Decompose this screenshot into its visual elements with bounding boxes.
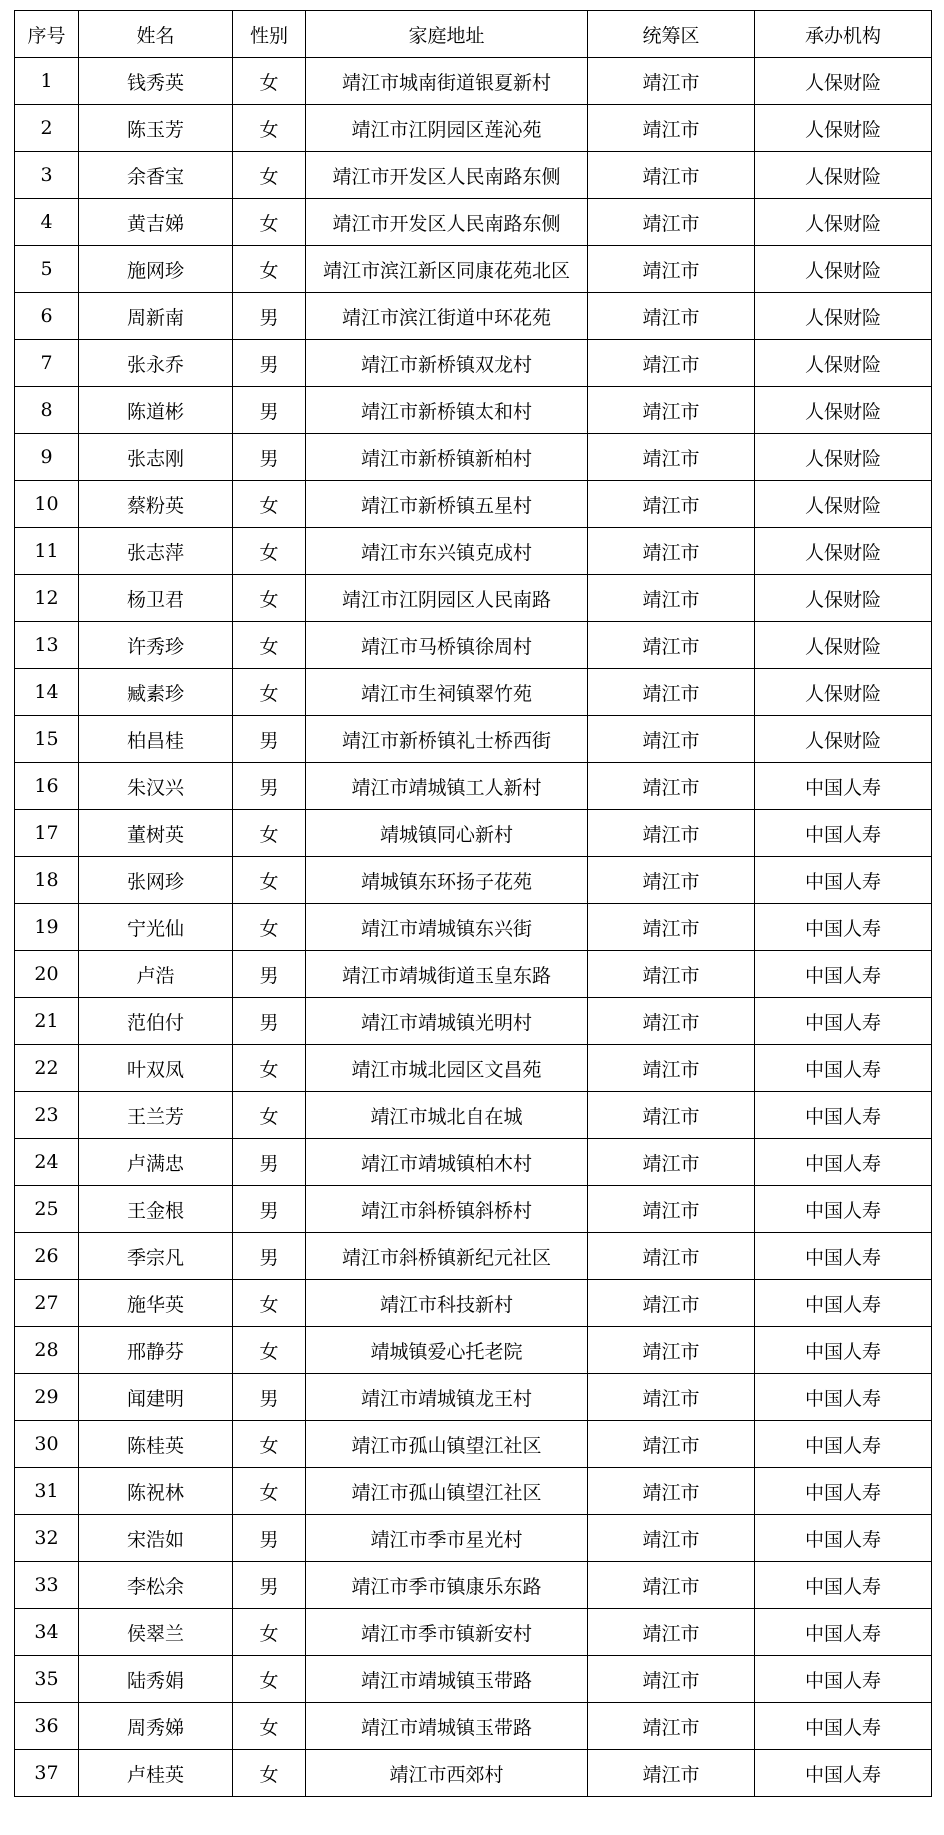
cell-gender: 男 — [233, 1186, 306, 1233]
cell-serial-number: 23 — [15, 1092, 79, 1139]
cell-serial-number: 13 — [15, 622, 79, 669]
cell-handling-institution: 中国人寿 — [755, 1562, 932, 1609]
table-row — [15, 669, 932, 716]
table-row — [15, 1421, 932, 1468]
cell-name: 卢满忠 — [79, 1139, 233, 1186]
cell-coordination-area: 靖江市 — [588, 622, 755, 669]
cell-name: 蔡粉英 — [79, 481, 233, 528]
cell-serial-number: 27 — [15, 1280, 79, 1327]
cell-handling-institution: 中国人寿 — [755, 1656, 932, 1703]
cell-serial-number: 8 — [15, 387, 79, 434]
table-row — [15, 1656, 932, 1703]
cell-coordination-area: 靖江市 — [588, 575, 755, 622]
cell-name: 张志刚 — [79, 434, 233, 481]
cell-name: 许秀珍 — [79, 622, 233, 669]
table-row — [15, 951, 932, 998]
table-row — [15, 434, 932, 481]
cell-serial-number: 20 — [15, 951, 79, 998]
cell-handling-institution: 人保财险 — [755, 622, 932, 669]
cell-handling-institution: 中国人寿 — [755, 857, 932, 904]
cell-home-address: 靖江市科技新村 — [306, 1280, 588, 1327]
cell-gender: 女 — [233, 246, 306, 293]
header-gender: 性别 — [233, 11, 306, 58]
table-row — [15, 340, 932, 387]
cell-home-address: 靖江市西郊村 — [306, 1750, 588, 1797]
table-row — [15, 1045, 932, 1092]
header-home-address: 家庭地址 — [306, 11, 588, 58]
cell-handling-institution: 人保财险 — [755, 199, 932, 246]
table-row — [15, 1562, 932, 1609]
cell-coordination-area: 靖江市 — [588, 1750, 755, 1797]
cell-serial-number: 36 — [15, 1703, 79, 1750]
cell-coordination-area: 靖江市 — [588, 951, 755, 998]
table-row — [15, 1233, 932, 1280]
cell-name: 陈祝林 — [79, 1468, 233, 1515]
table-row — [15, 481, 932, 528]
cell-gender: 女 — [233, 1421, 306, 1468]
cell-coordination-area: 靖江市 — [588, 857, 755, 904]
cell-name: 施华英 — [79, 1280, 233, 1327]
cell-handling-institution: 人保财险 — [755, 669, 932, 716]
cell-gender: 女 — [233, 199, 306, 246]
cell-home-address: 靖江市新桥镇双龙村 — [306, 340, 588, 387]
cell-home-address: 靖江市滨江街道中环花苑 — [306, 293, 588, 340]
cell-serial-number: 37 — [15, 1750, 79, 1797]
table-row — [15, 58, 932, 105]
cell-handling-institution: 人保财险 — [755, 293, 932, 340]
cell-handling-institution: 中国人寿 — [755, 1374, 932, 1421]
cell-name: 宁光仙 — [79, 904, 233, 951]
cell-gender: 女 — [233, 1327, 306, 1374]
cell-coordination-area: 靖江市 — [588, 998, 755, 1045]
cell-home-address: 靖江市江阴园区莲沁苑 — [306, 105, 588, 152]
cell-handling-institution: 中国人寿 — [755, 1468, 932, 1515]
cell-home-address: 靖江市孤山镇望江社区 — [306, 1421, 588, 1468]
cell-coordination-area: 靖江市 — [588, 716, 755, 763]
cell-gender: 女 — [233, 1609, 306, 1656]
cell-gender: 女 — [233, 810, 306, 857]
cell-handling-institution: 中国人寿 — [755, 1327, 932, 1374]
cell-name: 余香宝 — [79, 152, 233, 199]
cell-handling-institution: 中国人寿 — [755, 904, 932, 951]
cell-handling-institution: 中国人寿 — [755, 1045, 932, 1092]
cell-serial-number: 24 — [15, 1139, 79, 1186]
cell-name: 卢桂英 — [79, 1750, 233, 1797]
table-row — [15, 1092, 932, 1139]
cell-home-address: 靖江市滨江新区同康花苑北区 — [306, 246, 588, 293]
cell-name: 叶双凤 — [79, 1045, 233, 1092]
cell-home-address: 靖江市季市镇新安村 — [306, 1609, 588, 1656]
cell-gender: 女 — [233, 1092, 306, 1139]
cell-name: 陆秀娟 — [79, 1656, 233, 1703]
cell-gender: 女 — [233, 1045, 306, 1092]
cell-handling-institution: 中国人寿 — [755, 1515, 932, 1562]
cell-serial-number: 35 — [15, 1656, 79, 1703]
cell-handling-institution: 中国人寿 — [755, 1280, 932, 1327]
cell-gender: 男 — [233, 1139, 306, 1186]
header-coordination-area: 统筹区 — [588, 11, 755, 58]
cell-name: 臧素珍 — [79, 669, 233, 716]
cell-serial-number: 11 — [15, 528, 79, 575]
cell-home-address: 靖江市季市星光村 — [306, 1515, 588, 1562]
table-row — [15, 810, 932, 857]
cell-gender: 男 — [233, 434, 306, 481]
cell-handling-institution: 中国人寿 — [755, 1421, 932, 1468]
cell-name: 张志萍 — [79, 528, 233, 575]
cell-name: 杨卫君 — [79, 575, 233, 622]
cell-gender: 女 — [233, 904, 306, 951]
cell-home-address: 靖江市新桥镇新柏村 — [306, 434, 588, 481]
cell-handling-institution: 人保财险 — [755, 575, 932, 622]
cell-coordination-area: 靖江市 — [588, 1374, 755, 1421]
cell-name: 邢静芬 — [79, 1327, 233, 1374]
cell-home-address: 靖城镇东环扬子花苑 — [306, 857, 588, 904]
cell-coordination-area: 靖江市 — [588, 481, 755, 528]
cell-serial-number: 17 — [15, 810, 79, 857]
cell-handling-institution: 中国人寿 — [755, 763, 932, 810]
cell-serial-number: 5 — [15, 246, 79, 293]
cell-home-address: 靖江市江阴园区人民南路 — [306, 575, 588, 622]
cell-name: 陈玉芳 — [79, 105, 233, 152]
cell-serial-number: 33 — [15, 1562, 79, 1609]
cell-coordination-area: 靖江市 — [588, 669, 755, 716]
cell-gender: 女 — [233, 152, 306, 199]
cell-gender: 男 — [233, 387, 306, 434]
cell-home-address: 靖江市靖城镇东兴街 — [306, 904, 588, 951]
cell-home-address: 靖江市新桥镇五星村 — [306, 481, 588, 528]
table-header — [15, 11, 932, 58]
table-row — [15, 1280, 932, 1327]
cell-serial-number: 15 — [15, 716, 79, 763]
table-row — [15, 575, 932, 622]
cell-gender: 男 — [233, 763, 306, 810]
table-row — [15, 293, 932, 340]
cell-coordination-area: 靖江市 — [588, 1421, 755, 1468]
cell-handling-institution: 人保财险 — [755, 340, 932, 387]
cell-gender: 男 — [233, 951, 306, 998]
cell-serial-number: 26 — [15, 1233, 79, 1280]
cell-coordination-area: 靖江市 — [588, 904, 755, 951]
cell-coordination-area: 靖江市 — [588, 1515, 755, 1562]
table-row — [15, 1515, 932, 1562]
cell-home-address: 靖江市东兴镇克成村 — [306, 528, 588, 575]
cell-gender: 女 — [233, 1656, 306, 1703]
cell-handling-institution: 中国人寿 — [755, 810, 932, 857]
cell-home-address: 靖江市靖城镇柏木村 — [306, 1139, 588, 1186]
cell-serial-number: 4 — [15, 199, 79, 246]
cell-gender: 女 — [233, 1280, 306, 1327]
cell-gender: 女 — [233, 481, 306, 528]
cell-gender: 男 — [233, 340, 306, 387]
cell-coordination-area: 靖江市 — [588, 246, 755, 293]
cell-handling-institution: 人保财险 — [755, 481, 932, 528]
cell-handling-institution: 人保财险 — [755, 716, 932, 763]
cell-name: 闻建明 — [79, 1374, 233, 1421]
cell-serial-number: 14 — [15, 669, 79, 716]
cell-coordination-area: 靖江市 — [588, 810, 755, 857]
cell-name: 董树英 — [79, 810, 233, 857]
table-row — [15, 1139, 932, 1186]
cell-name: 卢浩 — [79, 951, 233, 998]
cell-handling-institution: 人保财险 — [755, 387, 932, 434]
cell-serial-number: 18 — [15, 857, 79, 904]
header-handling-institution: 承办机构 — [755, 11, 932, 58]
cell-home-address: 靖江市马桥镇徐周村 — [306, 622, 588, 669]
roster-table — [14, 10, 932, 1797]
cell-gender: 男 — [233, 1233, 306, 1280]
cell-serial-number: 2 — [15, 105, 79, 152]
cell-coordination-area: 靖江市 — [588, 1280, 755, 1327]
cell-serial-number: 29 — [15, 1374, 79, 1421]
cell-handling-institution: 中国人寿 — [755, 951, 932, 998]
cell-serial-number: 19 — [15, 904, 79, 951]
cell-home-address: 靖江市新桥镇太和村 — [306, 387, 588, 434]
table-row — [15, 1703, 932, 1750]
table-row — [15, 1468, 932, 1515]
header-name: 姓名 — [79, 11, 233, 58]
cell-serial-number: 9 — [15, 434, 79, 481]
cell-handling-institution: 人保财险 — [755, 434, 932, 481]
cell-serial-number: 32 — [15, 1515, 79, 1562]
cell-home-address: 靖江市城北园区文昌苑 — [306, 1045, 588, 1092]
cell-name: 侯翠兰 — [79, 1609, 233, 1656]
cell-coordination-area: 靖江市 — [588, 1092, 755, 1139]
cell-name: 李松余 — [79, 1562, 233, 1609]
cell-gender: 女 — [233, 528, 306, 575]
table-row — [15, 246, 932, 293]
cell-coordination-area: 靖江市 — [588, 152, 755, 199]
cell-home-address: 靖江市靖城镇玉带路 — [306, 1703, 588, 1750]
cell-name: 施网珍 — [79, 246, 233, 293]
cell-handling-institution: 中国人寿 — [755, 1092, 932, 1139]
table-row — [15, 152, 932, 199]
cell-handling-institution: 人保财险 — [755, 58, 932, 105]
cell-home-address: 靖城镇爱心托老院 — [306, 1327, 588, 1374]
cell-gender: 女 — [233, 1703, 306, 1750]
cell-coordination-area: 靖江市 — [588, 1468, 755, 1515]
cell-name: 王金根 — [79, 1186, 233, 1233]
cell-home-address: 靖江市生祠镇翠竹苑 — [306, 669, 588, 716]
cell-coordination-area: 靖江市 — [588, 1609, 755, 1656]
cell-coordination-area: 靖江市 — [588, 199, 755, 246]
cell-home-address: 靖江市靖城镇龙王村 — [306, 1374, 588, 1421]
cell-name: 周新南 — [79, 293, 233, 340]
cell-coordination-area: 靖江市 — [588, 434, 755, 481]
cell-handling-institution: 中国人寿 — [755, 1186, 932, 1233]
cell-serial-number: 25 — [15, 1186, 79, 1233]
cell-serial-number: 7 — [15, 340, 79, 387]
cell-home-address: 靖江市靖城镇光明村 — [306, 998, 588, 1045]
table-row — [15, 763, 932, 810]
cell-handling-institution: 中国人寿 — [755, 998, 932, 1045]
cell-coordination-area: 靖江市 — [588, 293, 755, 340]
cell-home-address: 靖江市斜桥镇斜桥村 — [306, 1186, 588, 1233]
table-row — [15, 998, 932, 1045]
cell-home-address: 靖江市城北自在城 — [306, 1092, 588, 1139]
cell-serial-number: 34 — [15, 1609, 79, 1656]
table-body — [15, 58, 932, 1797]
cell-gender: 男 — [233, 293, 306, 340]
table-row — [15, 1186, 932, 1233]
cell-name: 范伯付 — [79, 998, 233, 1045]
cell-name: 陈道彬 — [79, 387, 233, 434]
cell-gender: 女 — [233, 105, 306, 152]
cell-handling-institution: 中国人寿 — [755, 1139, 932, 1186]
cell-handling-institution: 人保财险 — [755, 528, 932, 575]
cell-home-address: 靖江市靖城镇玉带路 — [306, 1656, 588, 1703]
table-row — [15, 528, 932, 575]
table-row — [15, 622, 932, 669]
cell-home-address: 靖江市靖城街道玉皇东路 — [306, 951, 588, 998]
cell-name: 朱汉兴 — [79, 763, 233, 810]
cell-gender: 女 — [233, 622, 306, 669]
cell-coordination-area: 靖江市 — [588, 1656, 755, 1703]
cell-serial-number: 12 — [15, 575, 79, 622]
cell-gender: 男 — [233, 998, 306, 1045]
cell-handling-institution: 人保财险 — [755, 152, 932, 199]
cell-coordination-area: 靖江市 — [588, 1233, 755, 1280]
cell-handling-institution: 人保财险 — [755, 105, 932, 152]
cell-home-address: 靖江市靖城镇工人新村 — [306, 763, 588, 810]
table-row — [15, 857, 932, 904]
cell-handling-institution: 中国人寿 — [755, 1750, 932, 1797]
table-row — [15, 387, 932, 434]
cell-home-address: 靖江市城南街道银夏新村 — [306, 58, 588, 105]
cell-coordination-area: 靖江市 — [588, 1139, 755, 1186]
header-serial-number: 序号 — [15, 11, 79, 58]
table-row — [15, 1327, 932, 1374]
cell-name: 陈桂英 — [79, 1421, 233, 1468]
cell-name: 钱秀英 — [79, 58, 233, 105]
table-row — [15, 105, 932, 152]
cell-handling-institution: 中国人寿 — [755, 1703, 932, 1750]
cell-home-address: 靖江市开发区人民南路东侧 — [306, 152, 588, 199]
table-row — [15, 199, 932, 246]
cell-serial-number: 30 — [15, 1421, 79, 1468]
cell-name: 王兰芳 — [79, 1092, 233, 1139]
cell-handling-institution: 中国人寿 — [755, 1233, 932, 1280]
cell-serial-number: 21 — [15, 998, 79, 1045]
cell-coordination-area: 靖江市 — [588, 1562, 755, 1609]
cell-serial-number: 3 — [15, 152, 79, 199]
cell-serial-number: 16 — [15, 763, 79, 810]
cell-home-address: 靖江市季市镇康乐东路 — [306, 1562, 588, 1609]
cell-gender: 男 — [233, 1515, 306, 1562]
cell-gender: 女 — [233, 1468, 306, 1515]
cell-name: 宋浩如 — [79, 1515, 233, 1562]
table-row — [15, 716, 932, 763]
cell-coordination-area: 靖江市 — [588, 340, 755, 387]
cell-coordination-area: 靖江市 — [588, 105, 755, 152]
cell-home-address: 靖城镇同心新村 — [306, 810, 588, 857]
cell-gender: 女 — [233, 58, 306, 105]
cell-coordination-area: 靖江市 — [588, 528, 755, 575]
cell-name: 周秀娣 — [79, 1703, 233, 1750]
cell-home-address: 靖江市斜桥镇新纪元社区 — [306, 1233, 588, 1280]
cell-name: 黄吉娣 — [79, 199, 233, 246]
cell-serial-number: 28 — [15, 1327, 79, 1374]
cell-handling-institution: 人保财险 — [755, 246, 932, 293]
table-row — [15, 1374, 932, 1421]
cell-coordination-area: 靖江市 — [588, 1703, 755, 1750]
cell-name: 张永乔 — [79, 340, 233, 387]
cell-gender: 女 — [233, 857, 306, 904]
cell-gender: 男 — [233, 1562, 306, 1609]
cell-gender: 女 — [233, 1750, 306, 1797]
cell-serial-number: 1 — [15, 58, 79, 105]
cell-coordination-area: 靖江市 — [588, 1045, 755, 1092]
cell-home-address: 靖江市新桥镇礼士桥西街 — [306, 716, 588, 763]
table-row — [15, 1609, 932, 1656]
cell-name: 张网珍 — [79, 857, 233, 904]
cell-serial-number: 10 — [15, 481, 79, 528]
cell-coordination-area: 靖江市 — [588, 58, 755, 105]
cell-name: 柏昌桂 — [79, 716, 233, 763]
cell-coordination-area: 靖江市 — [588, 387, 755, 434]
header-row — [15, 11, 932, 58]
cell-serial-number: 31 — [15, 1468, 79, 1515]
cell-handling-institution: 中国人寿 — [755, 1609, 932, 1656]
cell-home-address: 靖江市孤山镇望江社区 — [306, 1468, 588, 1515]
cell-gender: 男 — [233, 716, 306, 763]
table-row — [15, 904, 932, 951]
cell-serial-number: 6 — [15, 293, 79, 340]
cell-home-address: 靖江市开发区人民南路东侧 — [306, 199, 588, 246]
cell-name: 季宗凡 — [79, 1233, 233, 1280]
cell-gender: 男 — [233, 1374, 306, 1421]
table-row — [15, 1750, 932, 1797]
cell-coordination-area: 靖江市 — [588, 1186, 755, 1233]
cell-serial-number: 22 — [15, 1045, 79, 1092]
cell-coordination-area: 靖江市 — [588, 763, 755, 810]
cell-coordination-area: 靖江市 — [588, 1327, 755, 1374]
cell-gender: 女 — [233, 575, 306, 622]
cell-gender: 女 — [233, 669, 306, 716]
